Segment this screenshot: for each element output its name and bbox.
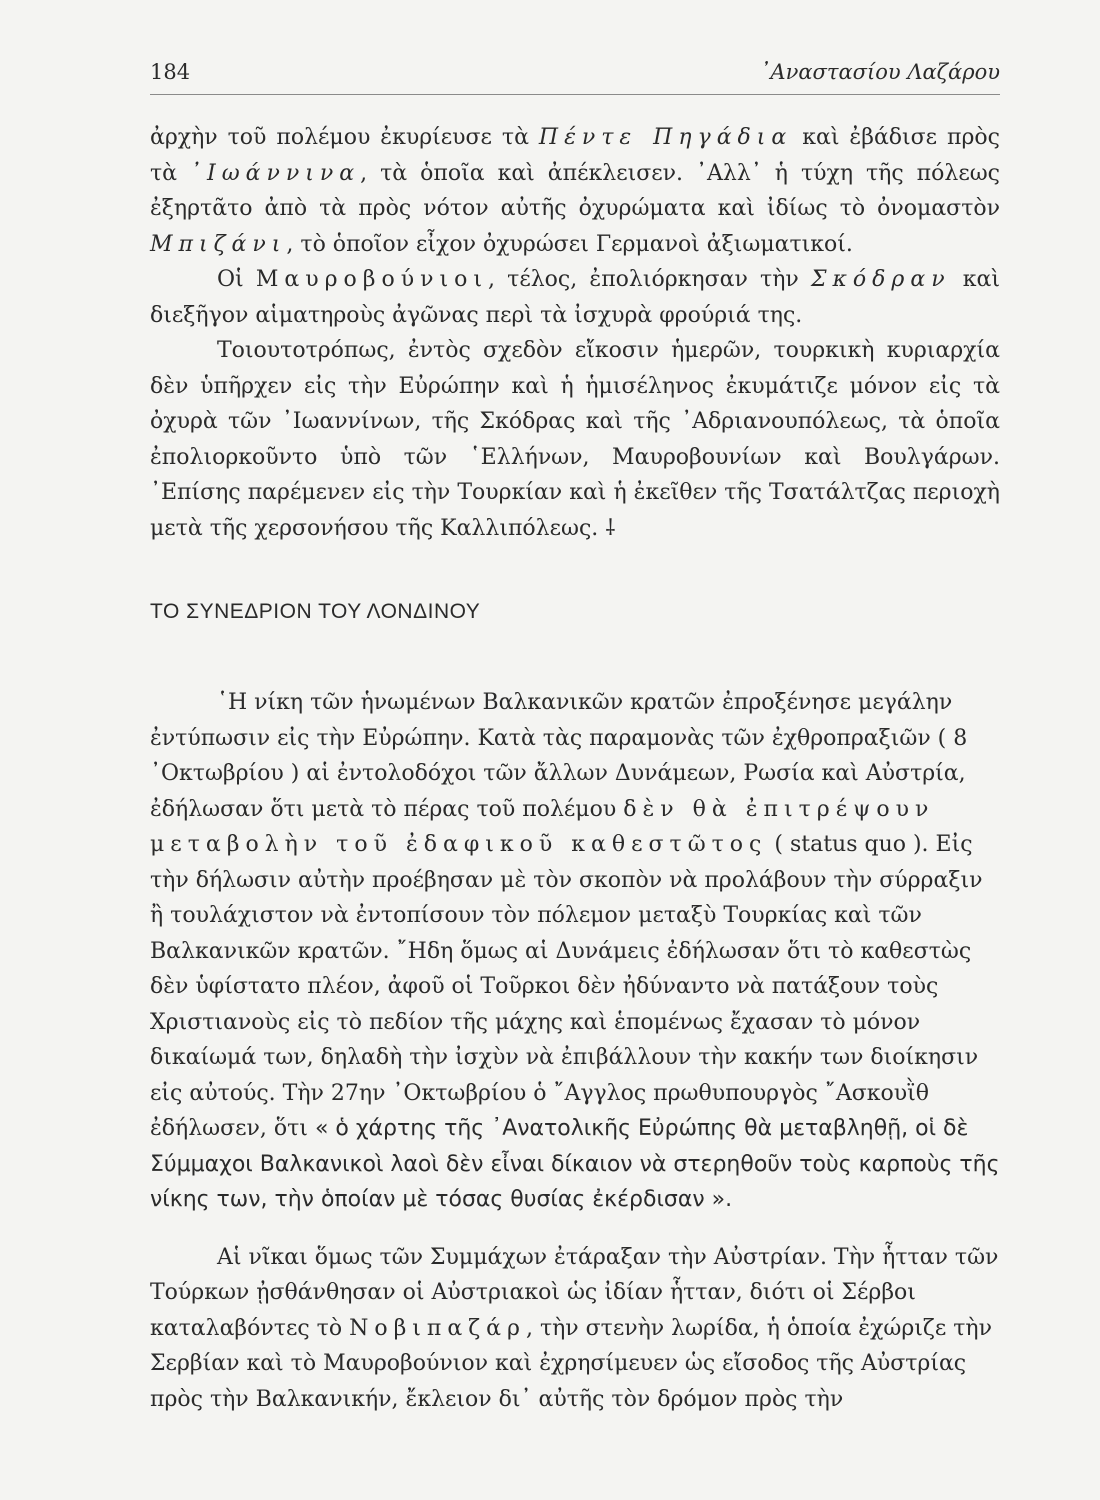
paragraph-5 xyxy=(150,1240,1000,1418)
paragraph-2 xyxy=(150,262,1000,333)
text-run: Οἱ xyxy=(217,267,256,292)
text-run: , τὰ ὁποῖα καὶ ἀπέκλεισεν. ᾿Αλλ᾿ ἡ τύχη τῆς πόλεως ἐξηρτᾶτο ἀπὸ τὰ πρὸς νότον αὐτῆς ὀχυρώματα καὶ ἰδίως τὸ ὀνομαστὸν xyxy=(150,160,1000,221)
spaced-name: Σκόδραν xyxy=(810,267,951,292)
paragraph-3: Τοιουτοτρόπως, ἐντὸς σχεδὸν εἴκοσιν ἡμερῶν, τουρκικὴ κυριαρχία δὲν ὑπῆρχεν εἰς τὴν Εὐρώπην καὶ ἡ ἡμισέληνος ἐκυμάτιζε μόνον εἰς τὰ ὀχυρὰ τῶν ᾿Ιωαννίνων, τῆς Σκόδρας καὶ τῆς ᾿Αδριανουπόλεως, τὰ ὁποῖα ἐπολιορκοῦντο ὑπὸ τῶν ῾Ελλήνων, Μαυροβουνίων καὶ Βουλγάρων. ᾿Επίσης παρέμενεν εἰς τὴν Τουρκίαν καὶ ἡ ἐκεῖθεν τῆς Τσατάλτζας περιοχὴ μετὰ τῆς χερσονήσου τῆς Καλλιπόλεως. ⸸ xyxy=(150,338,1000,541)
paragraph-1 xyxy=(150,120,1000,262)
quote: « ὁ χάρτης τῆς ᾿Ανατολικῆς Εὐρώπης θὰ μεταβληθῇ, οἱ δὲ Σύμμαχοι Βαλκανικοὶ λαοὶ δὲν εἶναι δίκαιον νὰ στερηθοῦν τοὺς καρποὺς τῆς νίκης των, τὴν ὁποίαν μὲ τόσας θυσίας ἐκέρδισαν ». xyxy=(150,1116,1000,1212)
text-run: καὶ ἐβάδισε πρὸς τὰ xyxy=(150,125,1000,186)
spaced-name: Πέντε Πηγάδια xyxy=(538,125,793,150)
section-heading: ΤΟ ΣΥΝΕΔΡΙΟΝ ΤΟΥ ΛΟΝΔΙΝΟΥ xyxy=(150,600,481,623)
text-run: ( status quo ). Εἰς τὴν δήλωσιν αὐτὴν προέβησαν μὲ τὸν σκοπὸν νὰ προλάβουν τὴν σύρραξιν ἢ τουλάχιστον νὰ ἐντοπίσουν τὸν πόλεμον μεταξὺ Τουρκίας καὶ τῶν Βαλκανικῶν κρατῶν. ῎Ηδη ὅμως αἱ Δυνάμεις ἐδήλωσαν ὅτι τὸ καθεστὼς δὲν ὑφίστατο πλέον, ἀφοῦ οἱ Τοῦρκοι δὲν ἠδύναντο νὰ πατάξουν τοὺς Χριστιανοὺς εἰς τὸ πεδίον τῆς μάχης καὶ ἑπομένως ἔχασαν τὸ μόνον δικαίωμά των, δηλαδὴ τὴν ἰσχὺν νὰ ἐπιβάλλουν τὴν κακήν των διοίκησιν εἰς αὐτούς. Τὴν 27ην ᾿Οκτωβρίου ὁ ῎Αγγλος πρωθυπουργὸς ῎Ασκουῒθ ἐδήλωσεν, ὅτι xyxy=(150,832,983,1141)
text-run: καὶ διεξῆγον αἱματηροὺς ἀγῶνας περὶ τὰ ἰσχυρὰ φρούριά της. xyxy=(150,267,1001,328)
header-rule xyxy=(150,94,1000,95)
spaced-name: ᾿Ιωάννινα xyxy=(190,160,361,186)
spaced-name: Μπιζάνι xyxy=(150,231,287,257)
text-run: Αἱ νῖκαι ὅμως τῶν Συμμάχων ἐτάραξαν τὴν Αὐστρίαν. Τὴν ἧτταν τῶν Τούρκων ᾐσθάνθησαν οἱ Αὐστριακοὶ ὡς ἰδίαν ἧτταν, διότι οἱ Σέρβοι καταλαβόντες τὸ xyxy=(150,1244,999,1341)
page-number: 184 xyxy=(150,60,191,84)
text-run: ἀρχὴν τοῦ πολέμου ἐκυρίευσε τὰ xyxy=(150,125,539,150)
paragraph-4 xyxy=(150,685,1000,1218)
section-two xyxy=(150,663,1000,1439)
text-run: ῾Η νίκη τῶν ἡνωμένων Βαλκανικῶν κρατῶν ἐπροξένησε μεγάλην ἐντύπωσιν εἰς τὴν Εὐρώπην. Κατὰ τὰς παραμονὰς τῶν ἐχθροπραξιῶν ( 8 ᾿Οκτωβρίου ) αἱ ἐντολοδόχοι τῶν ἄλλων Δυνάμεων, Ρωσία καὶ Αὐστρία, ἐδήλωσαν ὅτι μετὰ τὸ πέρας τοῦ πολέμου xyxy=(150,690,968,822)
text-run: , τὸ ὁποῖον εἶχον ὀχυρώσει Γερμανοὶ ἀξιωματικοί. xyxy=(286,231,853,257)
section-one xyxy=(150,120,1000,546)
spaced-phrase: δὲν θὰ ἐπιτρέψουν μεταβολὴν τοῦ ἐδαφικοῦ καθεστῶτος xyxy=(150,796,935,857)
spaced-name: Μαυροβούνιοι xyxy=(255,267,488,292)
text-run: , τέλος, ἐπολιόρκησαν τὴν xyxy=(488,267,811,292)
text-run: , τὴν στενὴν λωρίδα, ἡ ὁποία ἐχώριζε τὴν Σερβίαν καὶ τὸ Μαυροβούνιον καὶ ἐχρησίμευεν ὡς εἴσοδος τῆς Αὐστρίας πρὸς τὴν Βαλκανικήν, ἔκλειον δι᾿ αὐτῆς τὸν δρόμον πρὸς τὴν xyxy=(150,1315,992,1412)
spaced-name: Νοβιπαζάρ xyxy=(349,1315,526,1341)
running-title: ᾿Αναστασίου Λαζάρου xyxy=(759,60,1000,84)
